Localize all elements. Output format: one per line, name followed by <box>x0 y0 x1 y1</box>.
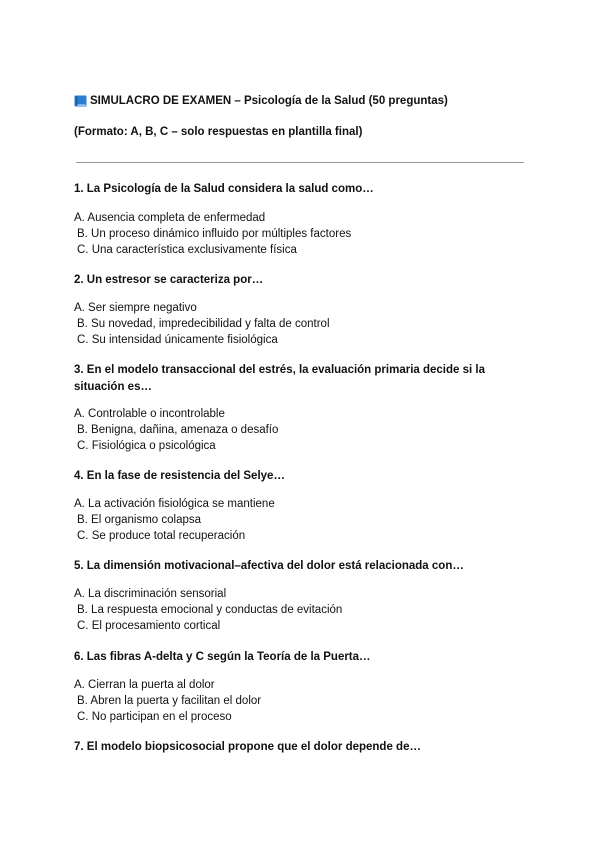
question-4-option-c: C. Se produce total recuperación <box>77 530 246 542</box>
document-title-row <box>74 95 448 107</box>
question-1-option-b: B. Un proceso dinámico influido por múltiples factores <box>77 228 352 240</box>
document-title: SIMULACRO DE EXAMEN – Psicología de la Salud (50 preguntas) <box>90 95 448 107</box>
question-5-option-a: A. La discriminación sensorial <box>74 588 227 600</box>
question-1-option-c: C. Una característica exclusivamente física <box>77 244 297 256</box>
question-3-option-b: B. Benigna, dañina, amenaza o desafío <box>77 424 279 436</box>
question-3: 3. En el modelo transaccional del estrés, la evaluación primaria decide si la situación es… <box>74 364 485 393</box>
question-1-option-a: A. Ausencia completa de enfermedad <box>74 212 266 224</box>
question-7: 7. El modelo biopsicosocial propone que el dolor depende de… <box>74 741 421 753</box>
question-6-option-b: B. Abren la puerta y facilitan el dolor <box>77 695 262 707</box>
horizontal-divider <box>76 162 524 163</box>
question-2-option-c: C. Su intensidad únicamente fisiológica <box>77 334 278 346</box>
question-4-option-b: B. El organismo colapsa <box>77 514 202 526</box>
question-2-option-a: A. Ser siempre negativo <box>74 302 197 314</box>
question-6-option-c: C. No participan en el proceso <box>77 711 232 723</box>
question-1: 1. La Psicología de la Salud considera la salud como… <box>74 183 374 195</box>
question-3-option-a: A. Controlable o incontrolable <box>74 408 225 420</box>
question-4: 4. En la fase de resistencia del Selye… <box>74 470 285 482</box>
question-2: 2. Un estresor se caracteriza por… <box>74 274 264 286</box>
question-4-option-a: A. La activación fisiológica se mantiene <box>74 498 275 510</box>
question-5-option-c: C. El procesamiento cortical <box>77 620 221 632</box>
document-subtitle: (Formato: A, B, C – solo respuestas en plantilla final) <box>74 126 363 138</box>
question-5: 5. La dimensión motivacional–afectiva del dolor está relacionada con… <box>74 560 464 572</box>
book-icon <box>74 95 87 107</box>
question-6: 6. Las fibras A-delta y C según la Teoría de la Puerta… <box>74 651 371 663</box>
question-2-option-b: B. Su novedad, impredecibilidad y falta de control <box>77 318 330 330</box>
question-5-option-b: B. La respuesta emocional y conductas de evitación <box>77 604 343 616</box>
question-3-option-c: C. Fisiológica o psicológica <box>77 440 216 452</box>
question-6-option-a: A. Cierran la puerta al dolor <box>74 679 215 691</box>
